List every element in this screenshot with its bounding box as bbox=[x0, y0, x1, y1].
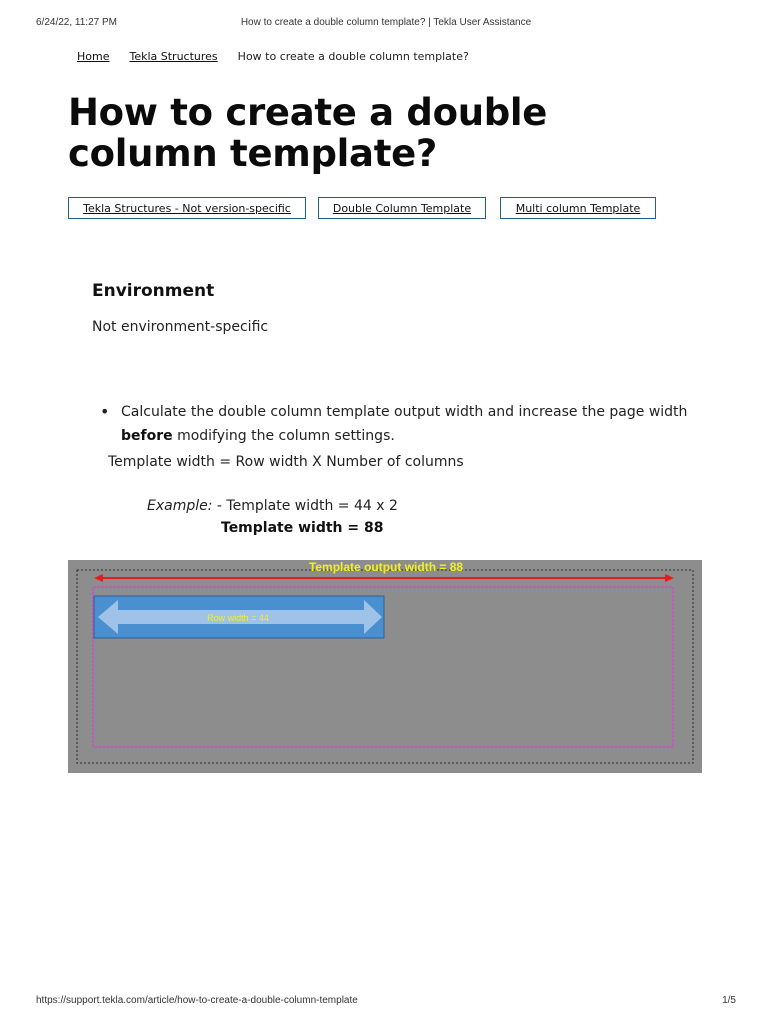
print-date: 6/24/22, 11:27 PM bbox=[36, 17, 117, 28]
breadcrumb-tekla-structures-link[interactable]: Tekla Structures bbox=[129, 50, 218, 63]
print-page-number: 1/5 bbox=[722, 995, 736, 1006]
breadcrumb-current: How to create a double column template? bbox=[237, 50, 469, 63]
output-width-label: Template output width = 88 bbox=[308, 560, 464, 574]
print-url: https://support.tekla.com/article/how-to-create-a-double-column-template bbox=[36, 995, 358, 1006]
tag-double-column-template[interactable]: Double Column Template bbox=[318, 197, 486, 219]
row-width-label: Row width = 44 bbox=[207, 613, 269, 623]
page-title-line2: column template? bbox=[68, 132, 438, 175]
page-title bbox=[68, 92, 708, 174]
breadcrumb-home-link[interactable]: Home bbox=[77, 50, 110, 63]
formula-text: Template width = Row width X Number of columns bbox=[108, 454, 464, 470]
environment-value: Not environment-specific bbox=[92, 319, 269, 335]
breadcrumb bbox=[77, 50, 469, 63]
example-result: Template width = 88 bbox=[221, 520, 384, 536]
instruction-bold: before bbox=[121, 428, 173, 444]
example-label: Example: bbox=[147, 498, 213, 514]
template-width-figure bbox=[68, 560, 702, 773]
tag-tekla-structures-version[interactable]: Tekla Structures - Not version-specific bbox=[68, 197, 306, 219]
instruction-part1: Calculate the double column template output width and increase the page width bbox=[121, 404, 688, 420]
instruction-part2: modifying the column settings. bbox=[172, 428, 395, 444]
output-width-arrow bbox=[94, 574, 674, 582]
environment-heading: Environment bbox=[92, 281, 215, 301]
example-text: - Template width = 44 x 2 bbox=[212, 498, 398, 514]
tag-multi-column-template[interactable]: Multi column Template bbox=[500, 197, 656, 219]
print-page-title: How to create a double column template? | Tekla User Assistance bbox=[240, 17, 532, 28]
template-diagram bbox=[68, 560, 702, 773]
bullet-dot-icon: • bbox=[100, 402, 110, 421]
instruction-text bbox=[121, 400, 721, 448]
page-title-line1: How to create a double bbox=[68, 91, 548, 134]
example-line bbox=[147, 498, 398, 514]
